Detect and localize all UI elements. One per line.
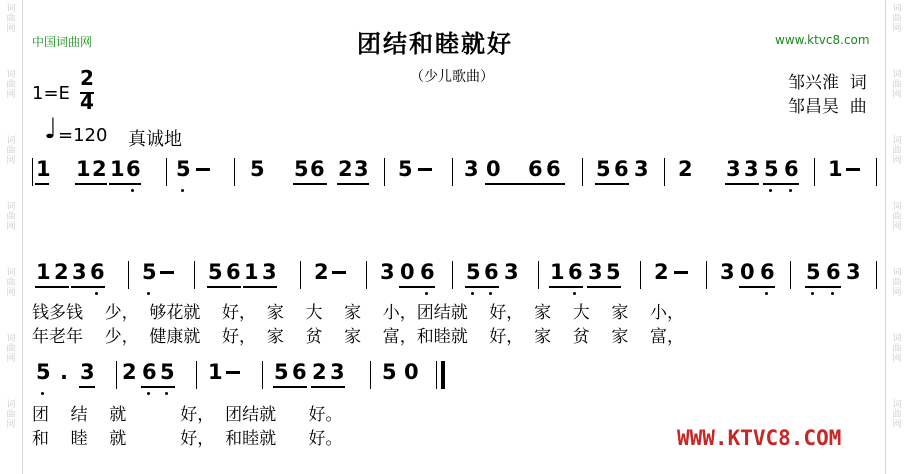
- bar-line: [876, 261, 877, 289]
- low-octave-dot: [131, 189, 134, 192]
- site-name: 中国词曲网: [32, 35, 93, 49]
- note: 1: [36, 157, 51, 181]
- dash: [674, 271, 688, 274]
- lyric-line-4: 和 睦 就 好， 和睦就 好。: [32, 429, 343, 449]
- edge-text: 词曲网: [6, 334, 16, 364]
- song-title: 团结和睦就好: [357, 30, 513, 58]
- bar-line: [166, 158, 167, 186]
- lyric-line-1: 钱多钱 少， 够花就 好， 家 大 家 小，团结就 好， 家 大 家 小，: [32, 303, 684, 323]
- note: 5: [294, 157, 309, 181]
- bar-line: [664, 158, 665, 186]
- staff-system-1: [0, 155, 908, 215]
- bar-line: [370, 361, 371, 389]
- note: 1: [550, 260, 565, 284]
- low-octave-dot: [489, 292, 492, 295]
- low-octave-dot: [769, 189, 772, 192]
- note: 5: [398, 157, 413, 181]
- edge-text: 词曲网: [6, 136, 16, 166]
- note: 6: [614, 157, 629, 181]
- note: 5: [764, 157, 779, 181]
- low-octave-dot: [811, 292, 814, 295]
- underline: [109, 183, 141, 185]
- note: 3: [330, 360, 345, 384]
- underline: [311, 386, 345, 388]
- lyric-line-3: 团 结 就 好， 团结就 好。: [32, 405, 343, 425]
- underline: [141, 386, 175, 388]
- note: 5: [382, 360, 397, 384]
- note: 6: [826, 260, 841, 284]
- expression-marking: 真诚地: [128, 129, 182, 150]
- note: 2: [312, 360, 327, 384]
- low-octave-dot: [765, 292, 768, 295]
- low-octave-dot: [95, 292, 98, 295]
- bar-line: [196, 361, 197, 389]
- underline: [293, 183, 327, 185]
- note: 3: [464, 157, 479, 181]
- note: 1: [76, 157, 91, 181]
- note: 3: [634, 157, 649, 181]
- edge-text: 词曲网: [6, 4, 16, 34]
- underline: [399, 286, 435, 288]
- low-octave-dot: [41, 392, 44, 395]
- low-octave-dot: [425, 292, 428, 295]
- edge-text: 词曲网: [892, 70, 902, 100]
- note: 6: [90, 260, 105, 284]
- note: 3: [80, 360, 95, 384]
- bar-line: [32, 158, 33, 186]
- site-url: www.ktvc8.com: [775, 33, 870, 47]
- note: 2: [54, 260, 69, 284]
- underline: [207, 286, 241, 288]
- underline: [549, 286, 583, 288]
- underline: [35, 286, 69, 288]
- underline: [725, 183, 759, 185]
- bar-line: [452, 158, 453, 186]
- bar-line: [790, 261, 791, 289]
- bar-line: [876, 158, 877, 186]
- underline: [71, 286, 105, 288]
- note: 1: [208, 360, 223, 384]
- note: 1: [828, 157, 843, 181]
- note: 2: [678, 157, 693, 181]
- key-signature: 1=E: [32, 83, 70, 104]
- note: 6: [292, 360, 307, 384]
- bar-line: [300, 261, 301, 289]
- note: 6: [760, 260, 775, 284]
- edge-text: 词曲网: [6, 70, 16, 100]
- final-bar-thick: [441, 361, 445, 389]
- bar-line: [706, 261, 707, 289]
- note: 5: [250, 157, 265, 181]
- bar-line: [640, 261, 641, 289]
- note: 3: [588, 260, 603, 284]
- underline: [273, 386, 307, 388]
- low-octave-dot: [573, 292, 576, 295]
- note: 1: [36, 260, 51, 284]
- note: 0: [740, 260, 755, 284]
- note: 6: [568, 260, 583, 284]
- underline: [79, 386, 95, 388]
- low-octave-dot: [165, 392, 168, 395]
- underline: [465, 286, 499, 288]
- bar-line: [582, 158, 583, 186]
- edge-text: 词曲网: [892, 268, 902, 298]
- note: 3: [504, 260, 519, 284]
- bar-line: [452, 261, 453, 289]
- lyricist-credit: 邹兴淮 词: [788, 73, 867, 93]
- edge-text: 词曲网: [6, 268, 16, 298]
- note: 6: [784, 157, 799, 181]
- final-bar-thin: [436, 361, 437, 389]
- underline: [485, 183, 565, 185]
- dash: [846, 168, 860, 171]
- note: 3: [720, 260, 735, 284]
- note: 5: [466, 260, 481, 284]
- low-octave-dot: [147, 392, 150, 395]
- note: 0: [404, 360, 419, 384]
- note: 1: [110, 157, 125, 181]
- bar-line: [814, 158, 815, 186]
- note: 3: [72, 260, 87, 284]
- lyric-line-2: 年老年 少， 健康就 好， 家 贫 家 富，和睦就 好， 家 贫 家 富，: [32, 327, 684, 347]
- underline: [337, 183, 369, 185]
- low-octave-dot: [789, 189, 792, 192]
- note: 5: [274, 360, 289, 384]
- note: 3: [726, 157, 741, 181]
- time-signature-top: 2: [80, 66, 94, 90]
- underline: [595, 183, 629, 185]
- underline: [805, 286, 841, 288]
- note: 3: [380, 260, 395, 284]
- note: 0: [400, 260, 415, 284]
- note: 5: [160, 360, 175, 384]
- note: 5: [806, 260, 821, 284]
- edge-text: 词曲网: [892, 202, 902, 232]
- note: 6: [310, 157, 325, 181]
- dash: [332, 271, 346, 274]
- note: 5: [176, 157, 191, 181]
- dash: [226, 371, 240, 374]
- note: 3: [354, 157, 369, 181]
- note: 6: [546, 157, 561, 181]
- note: 3: [744, 157, 759, 181]
- bar-line: [128, 261, 129, 289]
- edge-text: 词曲网: [892, 4, 902, 34]
- bar-line: [366, 261, 367, 289]
- note: 5: [142, 260, 157, 284]
- bar-line: [384, 158, 385, 186]
- dash: [196, 168, 210, 171]
- note: 3: [846, 260, 861, 284]
- low-octave-dot: [181, 189, 184, 192]
- underline: [763, 183, 799, 185]
- note: .: [60, 360, 68, 384]
- underline: [35, 183, 49, 185]
- edge-text: 词曲网: [892, 136, 902, 166]
- note: 5: [606, 260, 621, 284]
- edge-text: 词曲网: [892, 334, 902, 364]
- bar-line: [538, 261, 539, 289]
- edge-text: 词曲网: [6, 202, 16, 232]
- note: 6: [420, 260, 435, 284]
- low-octave-dot: [471, 292, 474, 295]
- note: 1: [244, 260, 259, 284]
- note: 6: [226, 260, 241, 284]
- time-signature-bottom: 4: [80, 90, 94, 114]
- note: 2: [654, 260, 669, 284]
- underline: [243, 286, 277, 288]
- note: 2: [122, 360, 137, 384]
- note: 2: [314, 260, 329, 284]
- bar-line: [234, 158, 235, 186]
- note: 0: [486, 157, 501, 181]
- dash: [160, 271, 174, 274]
- dash: [418, 168, 432, 171]
- tempo-marking: =120: [58, 125, 108, 146]
- note: 6: [484, 260, 499, 284]
- bar-line: [116, 361, 117, 389]
- song-subtitle: （少儿歌曲）: [410, 69, 494, 85]
- note: 5: [36, 360, 51, 384]
- note: 2: [338, 157, 353, 181]
- low-octave-dot: [831, 292, 834, 295]
- underline: [75, 183, 107, 185]
- note: 6: [126, 157, 141, 181]
- note: 6: [142, 360, 157, 384]
- note: 6: [528, 157, 543, 181]
- underline: [587, 286, 621, 288]
- site-watermark: WWW.KTVC8.COM: [677, 426, 842, 450]
- bar-line: [262, 361, 263, 389]
- underline: [739, 286, 775, 288]
- note: 5: [208, 260, 223, 284]
- edge-text: 词曲网: [892, 400, 902, 430]
- composer-credit: 邹昌昊 曲: [788, 97, 867, 117]
- edge-text: 词曲网: [6, 400, 16, 430]
- bar-line: [194, 261, 195, 289]
- quarter-note-icon: ♩: [44, 112, 58, 145]
- note: 3: [262, 260, 277, 284]
- low-octave-dot: [147, 292, 150, 295]
- note: 2: [92, 157, 107, 181]
- note: 5: [596, 157, 611, 181]
